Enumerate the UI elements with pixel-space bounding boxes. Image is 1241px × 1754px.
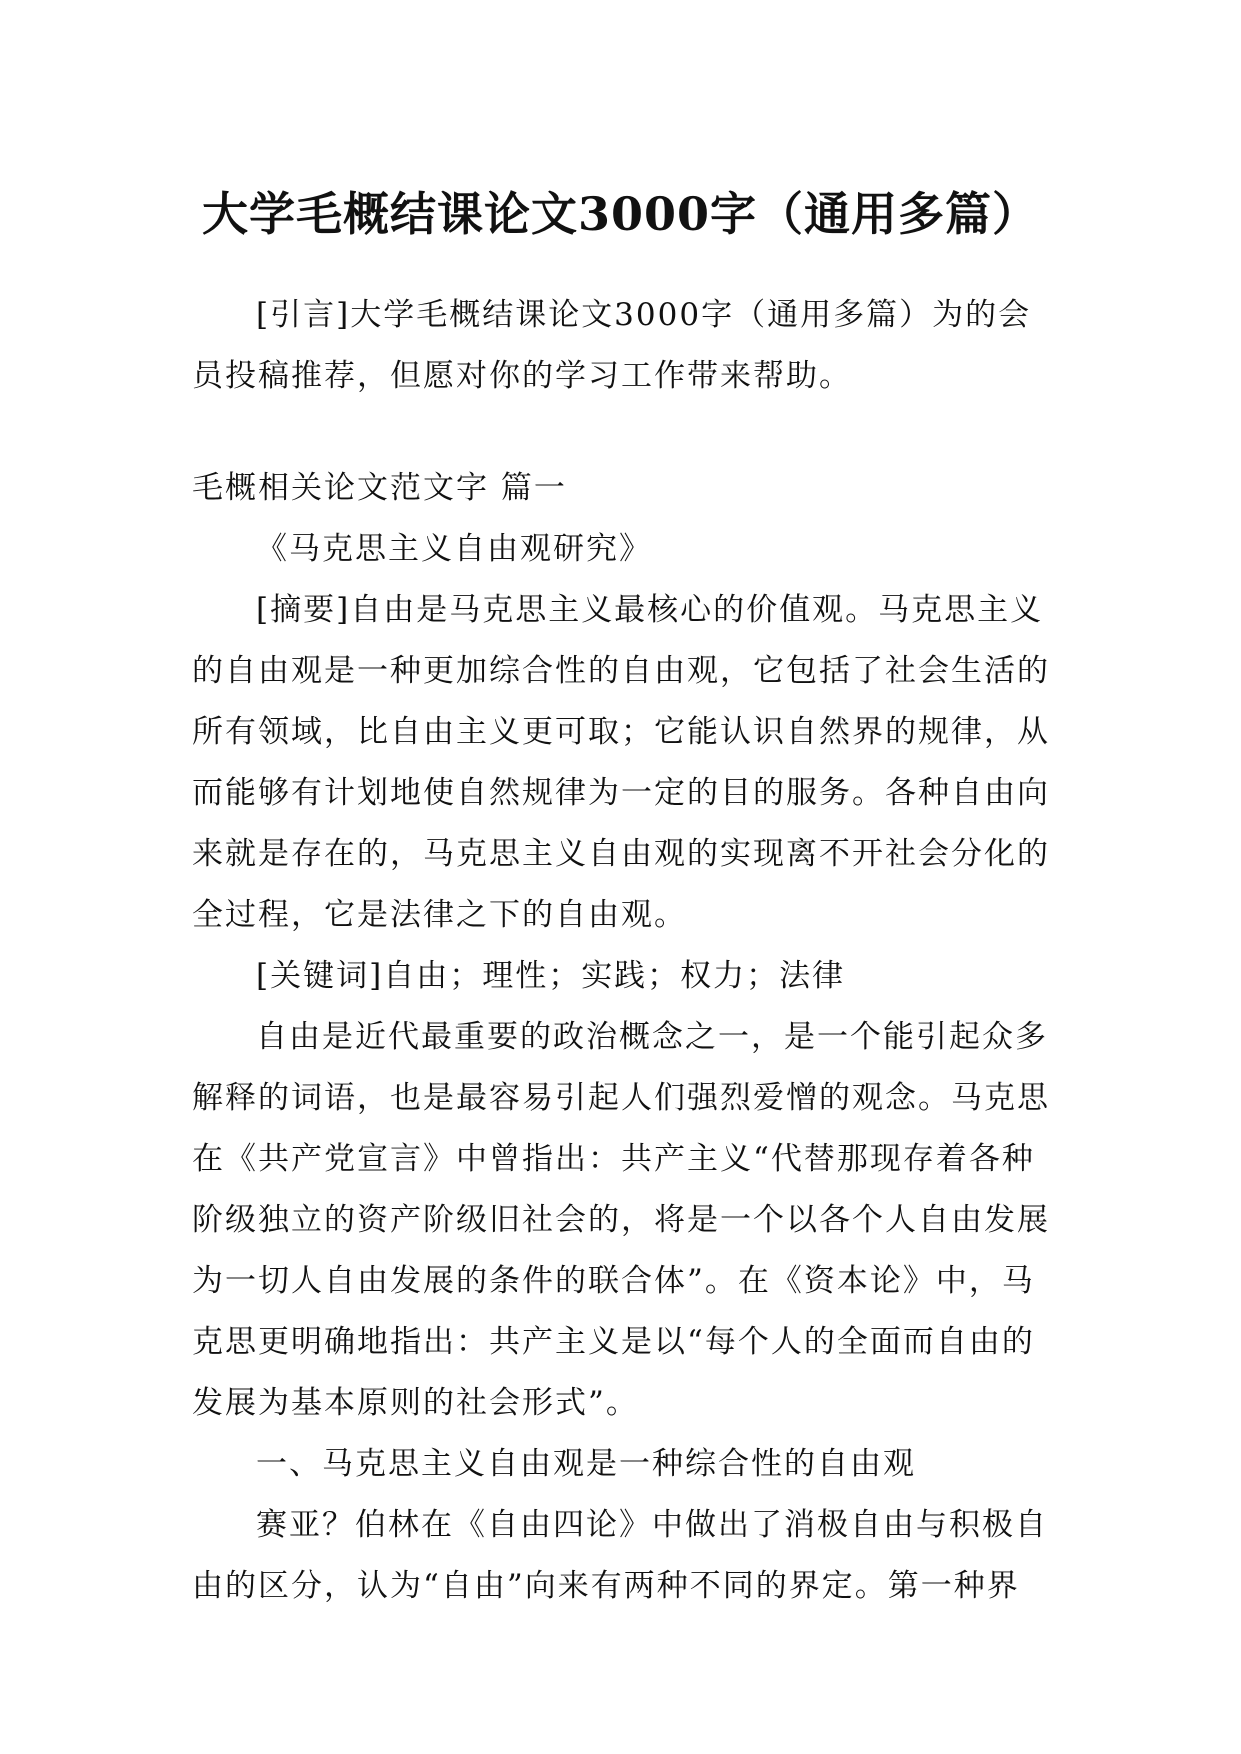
body-paragraph: 赛亚？伯林在《自由四论》中做出了消极自由与积极自由的区分，认为“自由”向来有两种不同的界定。第一种界 [192, 1507, 1048, 1604]
body-paragraph: 自由是近代最重要的政治概念之一，是一个能引起众多解释的词语，也是最容易引起人们强烈爱憎的观念。马克思在《共产党宣言》中曾指出：共产主义“代替那现存着各种阶级独立的资产阶级旧社会的，将是一个以各个人自由发展为一切人自由发展的条件的联合体”。在《资本论》中，马克思更明确地指出：共产主义是以“每个人的全面而自由的发展为基本原则的社会形式”。 [192, 1019, 1050, 1421]
intro-paragraph: [引言]大学毛概结课论文3000字（通用多篇）为的会员投稿推荐，但愿对你的学习工作带来帮助。 [192, 297, 1032, 394]
paper-title: 《马克思主义自由观研究》 [256, 531, 652, 567]
abstract-paragraph: [摘要]自由是马克思主义最核心的价值观。马克思主义的自由观是一种更加综合性的自由观，它包括了社会生活的所有领域，比自由主义更可取；它能认识自然界的规律，从而能够有计划地使自然规律为一定的目的服务。各种自由向来就是存在的，马克思主义自由观的实现离不开社会分化的全过程，它是法律之下的自由观。 [192, 592, 1050, 933]
document-title: 大学毛概结课论文3000字（通用多篇） [201, 186, 1040, 241]
keywords-line: [关键词]自由；理性；实践；权力；法律 [256, 958, 846, 994]
article-body [192, 458, 1054, 1617]
section-heading: 毛概相关论文范文字 篇一 [192, 470, 567, 506]
subheading: 一、马克思主义自由观是一种综合性的自由观 [256, 1446, 916, 1482]
